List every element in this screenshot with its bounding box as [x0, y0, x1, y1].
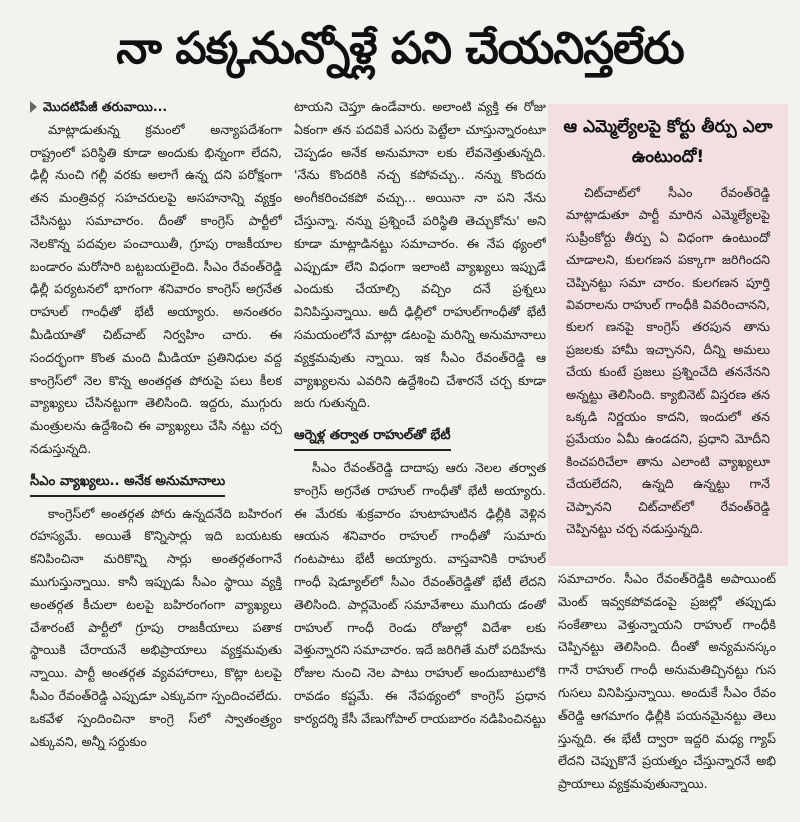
- body-paragraph: సీఎం రేవంత్‌రెడ్డి దాదాపు ఆరు నెలల తర్వాత కాంగ్రెస్ అగ్రనేత రాహుల్ గాంధీతో భేటీ అయ్యారు. ఈ మేరకు శుక్రవారం హుటాహుటిన ఢిల్లీకి వెళ్లిన ఆయన శనివారం రాహుల్ గాంధీతో సుమారు గంటపాటు భేటీ అయ్యారు. వాస్తవానికి రాహుల్ గాంధీ షెడ్యూల్‌లో సీఎం రేవంత్‌రెడ్డితో భేటీ లేదని తెలిసింది. పార్లమెంట్ సమావేశాలు ముగియ డంతో రాహుల్ గాంధీ రెండు రోజుల్లో విదేశా లకు వెళ్తున్నారని సమాచారం. ఇదే జరిగితే మరో పదిహేను రోజుల నుంచి నెల పాటు రాహుల్ అందుబాటులోకి రావడం కష్టమే. ఈ నేపథ్యంలో కాంగ్రెస్ ప్రధాన కార్యదర్శి కేసీ వేణుగోపాల్ రాయబారం నడిపించినట్టు: [294, 459, 546, 726]
- subheading: సీఎం వ్యాఖ్యలు.. అనేక అనుమానాలు: [30, 471, 225, 497]
- subheading: ఆర్నెళ్ల తర్వాత రాహుల్‌తో భేటీ: [294, 425, 451, 451]
- sidebar-box-body: [548, 176, 788, 541]
- body-paragraph: కాంగ్రెస్‌లో అంతర్గత పోరు ఉన్నదనేది బహిరంగ రహస్యమే. అయితే కొన్నిసార్లు ఇది బయటకు కనిపించినా మరికొన్ని సార్లు అంతర్గతంగానే ముగుస్తున్నాయి. కానీ ఇప్పుడు సీఎం స్థాయి వ్యక్తి అంతర్గత కీచులా టలపై బహిరంగంగా వ్యాఖ్యలు చేశారంటే పార్టీలో గ్రూపు రాజకీయాలు పతాక స్థాయికి చేరాయనే అభిప్రాయాలు వ్యక్తమవుతు న్నాయి. పార్టీ అంతర్గత వ్యవహారాలు, కొట్లా టలపై సీఎం రేవంత్‌రెడ్డి ఎప్పుడూ ఎక్కువగా స్పందించలేదు. ఒకవేళ స్పందించినా కాంగ్రె స్‌లో స్వాతంత్ర్యం ఎక్కువని, అన్నీ సర్దుకుం: [30, 505, 282, 749]
- headline: నా పక్కనున్నోళ్లే పని చేయనిస్తలేరు: [116, 23, 684, 74]
- kicker-text: మొదటిపేజీ తరువాయి...: [43, 99, 168, 114]
- column-2: [294, 96, 546, 808]
- column-3: [558, 568, 776, 808]
- body-paragraph: మాట్లాడుతున్న క్రమంలో అన్యాపదేశంగా రాష్ట్రంలో పరిస్థితి కూడా అందుకు భిన్నంగా లేదని, ఢిల్లీ నుంచి గల్లీ వరకు అలాగే ఉన్న దని పరోక్షంగా తన మంత్రివర్గ సహచరులపై అసహనాన్ని వ్యక్తం చేసినట్టు సమాచారం. దీంతో కాంగ్రెస్ పార్టీలో నెలకొన్న పదవుల పంచాయితీ, గ్రూపు రాజకీయాల బండారం మరోసారి బట్టబయలైంది. సీఎం రేవంత్‌రెడ్డి ఢిల్లీ పర్యటనలో భాగంగా శనివారం కాంగ్రెస్ అగ్రనేత రాహుల్ గాంధీతో భేటీ అయ్యారు. అనంతరం మీడియాతో చిట్‌చాట్ నిర్వహిం చారు. ఈ సందర్భంగా కొంత మంది మీడియా ప్రతినిధుల వద్ద కాంగ్రెస్‌లో నెల కొన్న అంతర్గత పోరుపై పలు కీలక వ్యాఖ్యలు చేసినట్టుగా తెలిసింది. ఇద్దరు, ముగ్గురు మంత్రులను ఉద్దేశించి ఈ వ్యాఖ్యలు చేసి నట్టు చర్చ నడుస్తున్నది.: [30, 121, 282, 456]
- sidebar-box: [548, 104, 788, 566]
- continuation-kicker: [30, 96, 282, 119]
- column-1: [30, 96, 282, 808]
- body-paragraph: సమాచారం. సీఎం రేవంత్‌రెడ్డికి అపాయింట్ మెంట్ ఇవ్వకపోవడంపై ప్రజల్లో తప్పుడు సంకేతాలు వెళ్తున్నాయని రాహుల్ గాంధీకి చెప్పినట్టు తెలిసింది. దీంతో అన్యమనస్కం గానే రాహుల్ గాంధీ అనుమతిచ్చినట్టు గుస గుసలు వినిపిస్తున్నాయి. అందుకే సీఎం రేవం త్‌రెడ్డి ఆగమాగం ఢిల్లీకి పయనమైనట్టు తెలు స్తున్నది. ఈ భేటీ ద్వారా ఇద్దరి మధ్య గ్యాప్ లేదని చెప్పుకొనే ప్రయత్నం చేస్తున్నారనే అభి ప్రాయాలు వ్యక్తమవుతున్నాయి.: [558, 571, 776, 792]
- body-paragraph: చిట్‌చాట్‌లో సీఎం రేవంత్‌రెడ్డి మాట్లాడుతూ పార్టీ మారిన ఎమ్మెల్యేలపై సుప్రీంకోర్టు తీర్పు ఏ విధంగా ఉంటుందో చూడాలని, కులగణన పక్కాగా జరిగిందని చెప్పినట్టు సమా చారం. కులగణన పూర్తి వివరాలను రాహుల్ గాంధీకి వివరించానని, కులగ ణనపై కాంగ్రెస్ తరపున తాను ప్రజలకు హామీ ఇచ్చానని, దీన్ని అమలు చేయ కుంటే ప్రజలు ప్రశ్నించేది తననేనని అన్నట్టు తెలిసింది. క్యాబినెట్ విస్తరణ తన ఒక్కడి నిర్ణయం కాదని, ఇందులో తన ప్రమేయం ఏమీ ఉండదని, ప్రధాని మోదీని కించపరిచేలా తాను ఎలాంటి వ్యాఖ్యలూ చేయలేదని, ఉన్నది ఉన్నట్టు గానే చెప్పానని చిట్‌చాట్‌లో రేవంత్‌రెడ్డి చెప్పినట్టు చర్చ నడుస్తున్నది.: [566, 185, 770, 537]
- sidebar-box-title: ఆ ఎమ్మెల్యేలపై కోర్టు తీర్పు ఎలా ఉంటుందో!: [563, 117, 773, 167]
- body-paragraph: టాయని చెప్తూ ఉండేవారు. అలాంటి వ్యక్తి ఈ రోజు ఏకంగా తన పదవికే ఎసరు పెట్టేలా చూస్తున్నారంటూ చెప్పడం అనేక అనుమానా లకు లేవనెత్తుతున్నది. 'నేను కొందరికి నచ్చ కపోవచ్చు.. నన్ను కొందరు అంగీకరించకపో వచ్చు... అయినా నా పని నేను చేస్తున్నా. నన్ను ప్రశ్నించే పరిస్థితి తెచ్చుకోను' అని కూడా మాట్లాడినట్టు సమాచారం. ఈ నేప థ్యంలో ఎప్పుడూ లేని విధంగా ఇలాంటి వ్యాఖ్యలు ఇప్పుడే ఎందుకు చేయాల్సి వచ్చిం దనే ప్రశ్నలు వినిపిస్తున్నాయి. అదీ ఢిల్లీలో రాహుల్‌గాంధీతో భేటీ సమయంలోనే మాట్లా డటంపై మరిన్ని అనుమానాలు వ్యక్తమవుతు న్నాయి. ఇక సీఎం రేవంత్‌రెడ్డి ఆ వ్యాఖ్యలను ఎవరిని ఉద్దేశించి చేశారనే చర్చ కూడా జరు గుతున్నది.: [294, 99, 546, 411]
- arrow-right-icon: [30, 101, 37, 113]
